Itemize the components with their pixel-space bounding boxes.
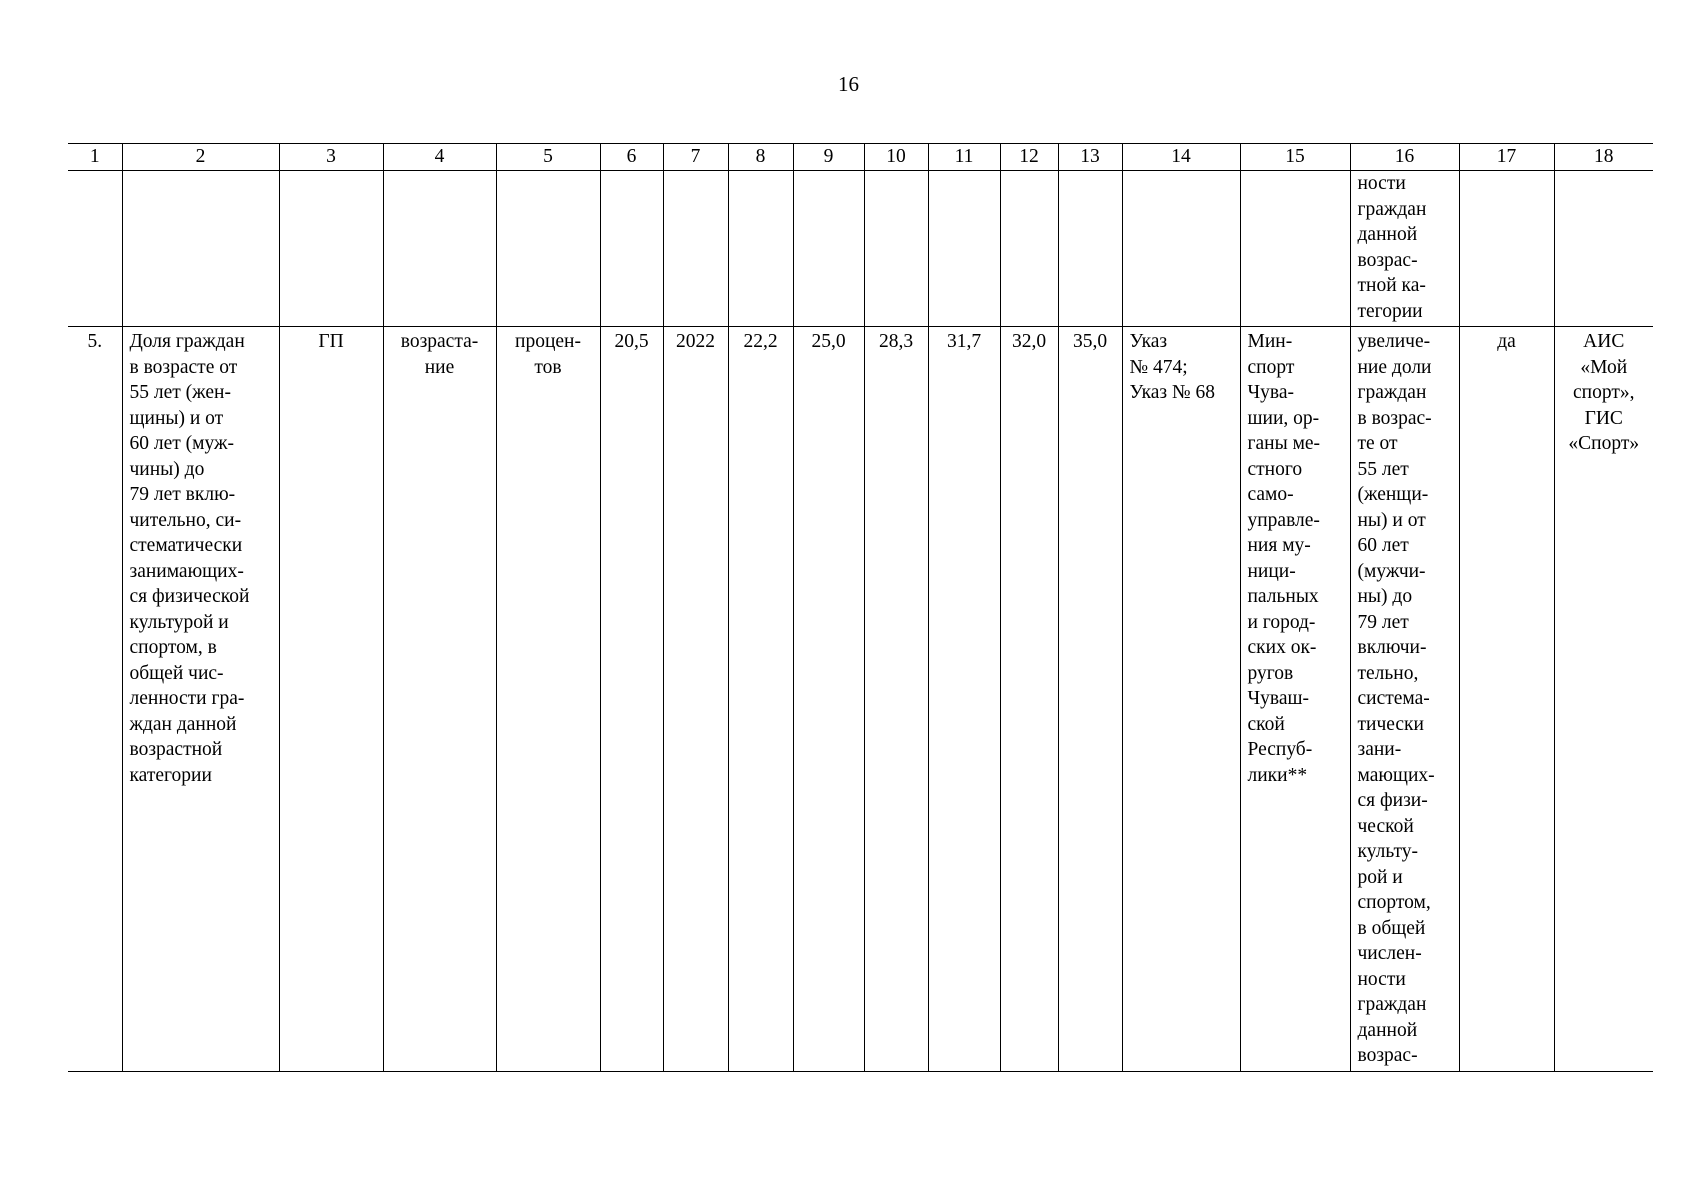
cell-line: 79 лет xyxy=(1357,611,1409,633)
cell-line: спортом, xyxy=(1357,892,1431,913)
cell-line: увеличе- xyxy=(1357,331,1431,352)
continuation-result-cell xyxy=(1350,171,1459,327)
cell-line: Чува- xyxy=(1247,382,1295,403)
table-cell xyxy=(279,171,383,327)
cell-line: граждан xyxy=(1357,382,1427,403)
cell-line: мающих- xyxy=(1357,764,1435,786)
table-cell xyxy=(1000,171,1058,327)
cell-line: АИС xyxy=(1583,331,1625,352)
cell-line: и город- xyxy=(1247,611,1316,633)
cell-line: ческой xyxy=(1357,815,1414,837)
cell-line: система- xyxy=(1357,688,1430,709)
cell-line: ници- xyxy=(1247,560,1296,582)
header-cell: 11 xyxy=(928,144,1000,171)
cell-line: «Мой xyxy=(1580,356,1628,378)
cell-line: рой и xyxy=(1357,866,1403,888)
value-cell: 31,7 xyxy=(928,327,1000,1072)
table-cell xyxy=(1122,171,1240,327)
cell-line: культу- xyxy=(1357,841,1418,862)
unit-cell xyxy=(496,327,600,1072)
cell-line: числен- xyxy=(1357,943,1422,964)
cell-line: Указ № 68 xyxy=(1129,382,1215,403)
base-year-cell: 2022 xyxy=(663,327,728,1072)
cell-line: спортом, в xyxy=(129,637,217,658)
header-cell: 17 xyxy=(1459,144,1554,171)
header-cell: 8 xyxy=(728,144,793,171)
indicator-name-cell xyxy=(122,327,279,1072)
header-cell: 5 xyxy=(496,144,600,171)
cell-line: включи- xyxy=(1357,637,1427,658)
cell-line: ской xyxy=(1247,713,1285,735)
cell-line: Доля граждан xyxy=(129,331,245,352)
value-cell: 35,0 xyxy=(1058,327,1122,1072)
responsible-cell xyxy=(1240,327,1350,1072)
cell-line: ны) до xyxy=(1357,586,1413,607)
header-cell: 3 xyxy=(279,144,383,171)
cell-line: категории xyxy=(129,764,212,786)
cell-line: «Спорт» xyxy=(1568,433,1640,454)
cell-line: лики** xyxy=(1247,764,1308,786)
header-cell: 13 xyxy=(1058,144,1122,171)
cell-line: тной ка- xyxy=(1357,275,1426,296)
cell-line: граждан xyxy=(1357,994,1427,1015)
documents-cell xyxy=(1122,327,1240,1072)
cell-line: возрастной xyxy=(129,739,223,760)
cell-line: Чуваш- xyxy=(1247,688,1310,709)
cell-line: 79 лет вклю- xyxy=(129,484,236,505)
cell-line: (мужчи- xyxy=(1357,560,1426,582)
cell-line: 60 лет (муж- xyxy=(129,433,234,454)
cell-line: те от xyxy=(1357,433,1398,454)
page-number: 16 xyxy=(838,72,859,96)
header-cell: 6 xyxy=(600,144,663,171)
cell-line: занимающих- xyxy=(129,560,244,582)
cell-line: культурой и xyxy=(129,611,229,633)
cell-line: управле- xyxy=(1247,509,1320,531)
cell-line: ности xyxy=(1357,968,1406,990)
header-cell: 9 xyxy=(793,144,864,171)
cell-line: в возрас- xyxy=(1357,407,1432,429)
header-cell: 1 xyxy=(68,144,122,171)
result-cell xyxy=(1350,327,1459,1072)
base-value-cell: 20,5 xyxy=(600,327,663,1072)
table-cell xyxy=(1554,171,1653,327)
table-cell xyxy=(663,171,728,327)
header-row xyxy=(68,144,1653,171)
table-cell xyxy=(1240,171,1350,327)
cell-line: ленности гра- xyxy=(129,688,245,709)
cell-line: ние xyxy=(424,356,455,378)
header-cell: 7 xyxy=(663,144,728,171)
cell-line: ности xyxy=(1357,173,1406,194)
cell-line: ругов xyxy=(1247,662,1294,684)
cell-line: шии, ор- xyxy=(1247,407,1320,429)
value-cell: 25,0 xyxy=(793,327,864,1072)
cell-line: 55 лет xyxy=(1357,458,1409,480)
cell-line: ГИС xyxy=(1584,407,1623,429)
value-cell: 22,2 xyxy=(728,327,793,1072)
cell-line: само- xyxy=(1247,484,1294,505)
header-cell: 4 xyxy=(383,144,496,171)
cell-line: 55 лет (жен- xyxy=(129,382,231,403)
cell-line: чины) до xyxy=(129,458,205,480)
header-cell: 10 xyxy=(864,144,928,171)
cell-line: в общей xyxy=(1357,917,1426,939)
cell-line: ние доли xyxy=(1357,356,1432,378)
cell-line: 60 лет xyxy=(1357,535,1409,556)
table-cell xyxy=(383,171,496,327)
header-cell: 15 xyxy=(1240,144,1350,171)
cell-line: возраста- xyxy=(400,331,479,352)
header-cell: 18 xyxy=(1554,144,1653,171)
table-row-5 xyxy=(68,327,1653,1072)
cell-line: пальных xyxy=(1247,586,1319,607)
row-number-cell: 5. xyxy=(68,327,122,1072)
header-cell: 2 xyxy=(122,144,279,171)
cell-line: (женщи- xyxy=(1357,484,1429,505)
cell-line: общей чис- xyxy=(129,662,224,684)
cell-line: ских ок- xyxy=(1247,637,1317,658)
cell-line: в возрасте от xyxy=(129,356,238,378)
flag-cell: да xyxy=(1459,327,1554,1072)
header-cell: 14 xyxy=(1122,144,1240,171)
cell-line: граждан xyxy=(1357,198,1427,220)
cell-line: ганы ме- xyxy=(1247,433,1321,454)
cell-line: тельно, xyxy=(1357,662,1419,684)
cell-line: зани- xyxy=(1357,739,1402,760)
cell-line: ния му- xyxy=(1247,535,1311,556)
cell-line: Респуб- xyxy=(1247,739,1313,760)
cell-line: данной xyxy=(1357,224,1418,245)
indicators-table xyxy=(68,143,1653,1072)
cell-line: процен- xyxy=(515,331,581,352)
cell-line: Мин- xyxy=(1247,331,1293,352)
cell-line: стематически xyxy=(129,535,243,556)
cell-line: стного xyxy=(1247,458,1303,480)
cell-line: ждан данной xyxy=(129,713,237,735)
cell-line: ны) и от xyxy=(1357,509,1426,531)
cell-line: спорт xyxy=(1247,356,1295,378)
cell-line: данной xyxy=(1357,1019,1418,1041)
table-cell xyxy=(864,171,928,327)
table-cell xyxy=(793,171,864,327)
cell-line: щины) и от xyxy=(129,407,224,429)
cell-line: возрас- xyxy=(1357,1045,1418,1066)
cell-line: ся физической xyxy=(129,586,250,607)
value-cell: 28,3 xyxy=(864,327,928,1072)
indicator-type-cell: ГП xyxy=(279,327,383,1072)
value-cell: 32,0 xyxy=(1000,327,1058,1072)
cell-line: тов xyxy=(534,356,562,378)
info-system-cell xyxy=(1554,327,1653,1072)
cell-line: спорт», xyxy=(1573,382,1635,403)
table-cell xyxy=(68,171,122,327)
table-cell xyxy=(928,171,1000,327)
cell-line: тегории xyxy=(1357,300,1423,322)
cell-line: возрас- xyxy=(1357,249,1418,271)
table-cell xyxy=(600,171,663,327)
cell-line: чительно, си- xyxy=(129,509,242,531)
table-cell xyxy=(1058,171,1122,327)
table-cell xyxy=(1459,171,1554,327)
header-cell: 12 xyxy=(1000,144,1058,171)
cell-line: Указ xyxy=(1129,331,1168,352)
header-cell: 16 xyxy=(1350,144,1459,171)
table-cell xyxy=(728,171,793,327)
cell-line: № 474; xyxy=(1129,356,1188,378)
trend-cell xyxy=(383,327,496,1072)
table-cell xyxy=(496,171,600,327)
cell-line: ся физи- xyxy=(1357,790,1428,811)
continuation-row xyxy=(68,171,1653,327)
table-cell xyxy=(122,171,279,327)
cell-line: тически xyxy=(1357,713,1424,735)
